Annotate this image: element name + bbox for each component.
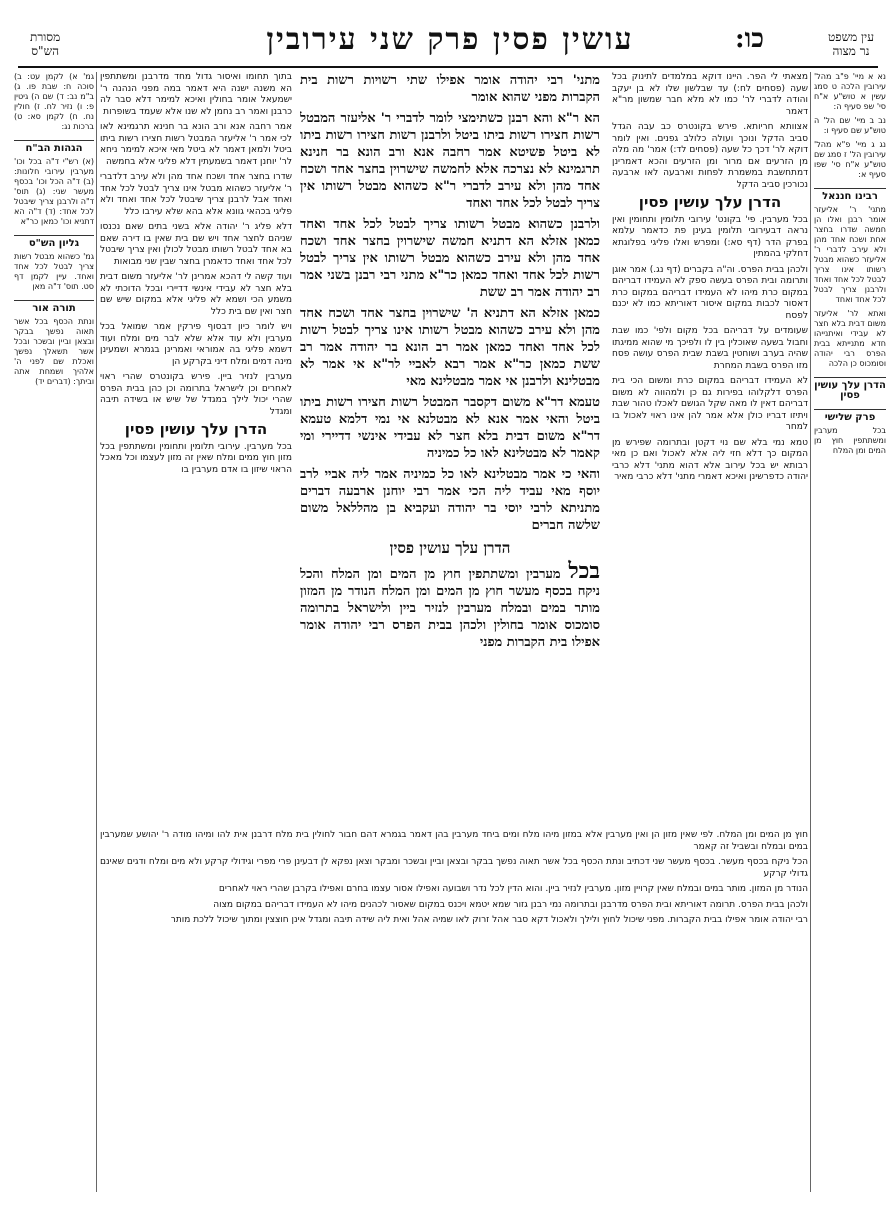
- tosafot-paragraph: אמר רחבה אנא ורב הונא בר חנינא תרגמינא לאו לכי אמר ר' אליעזר המבטל רשות חצירו רשות ביתו ביטל ולמאן דאמר לא ביטל מאי איכא למימר ניחא לר' יוחנן דאמר בשמעתין דלא פליגי אלא בחמשה: [100, 122, 292, 167]
- ein-mishpat-column: [814, 72, 886, 1192]
- header-rule: [18, 66, 878, 68]
- hagahot-habach-text: (א) רש"י ד"ה בכל וכו' מערבין עירובי חלונות: (ב) ד"ה הכל וכו' בכסף מעשר שני: (ג) תוס' ד"ה ולרבנן צריך שיבטל לכל אחד: (ד) ד"ה הא דתניא וכו' כמאן כר"א: [14, 157, 94, 226]
- rashi-paragraph: אצוותא חריותא. פירש בקונטרס כב עבה הגדל סביב הדקל ונוכך ועולה כלולב גפנים. ואין לומר דוקא לר' דכך כל שעה (פסחים לד:) אמר' מה מלה מן הזרעים אם מרור ומן הזרעים והכא דאמרינן דמתחשבת במשמרת לפחות וארבעה לאו ארבעה נכורכין סביב הדקל: [612, 122, 808, 190]
- ein-mishpat-entry: נב ב מיי' שם הל' ה טוש"ע שם סעיף ו:: [814, 116, 886, 135]
- mishna-paragraph: [300, 558, 600, 651]
- gemara-paragraph: והאי כי אמר מבטלינא לאו כל כמיניה אמר ליה אביי לרב יוסף מאי עביד ליה הכי אמר רבי יוחנן ארבעה דברים מתניתא לרבי יוסי בר יהודה ועקביא בן מהללאל משום שלשה חברים: [300, 467, 600, 533]
- tosafot-paragraph: שדרו בחצר אחד ושכח אחד מהן ולא עירב דלדברי ר' אליעזר כשהוא מבטל אינו צריך לבטל לכל אחד ואחד אבל לרבנן צריך שיבטל לכל אחד ואחד ולא פליגי בכהאי גוונא אלא בהא שלא עירבו כלל: [100, 172, 292, 217]
- tosafot-hadran: הדרן עלך עושין פסין: [124, 420, 268, 438]
- tosafot-paragraph: ועוד קשה לי דהכא אמרינן לר' אליעזר משום דבית בלא חצר לא עבידי אינשי דדיירי ובכל הדוכתי לא משמע הכי ושמא לא פליגי אלא במקום שיש שם חצר ואין שם בית כלל: [100, 272, 292, 317]
- rashi-paragraph: טמא נמי בלא שם נוי דקטן ובתרומה שפירש מן המקום כך דלא חזי ליה אלא לאכול ואם כן מאי רבותא יש בכל עירוב אלא דהוא מתני' דלא כרבי יהודה כדפרשינן ואיכא דאמרי מתני' דלא כרבי מאיר: [612, 437, 808, 482]
- divider-right-margin: [810, 72, 811, 1192]
- torah-or-title: תורה אור: [14, 300, 94, 314]
- lower-paragraph: ולכהן בבית הפרס. תרומה דאוריתא ובית הפרס מדרבנן ובתרומה נמי רבנן גזור שמא יטמא ויכנס במקום שאסור לכהנים מיהו לא העמידו דבריהם במקום מצוה: [213, 899, 808, 910]
- ein-mishpat-label: [828, 30, 874, 58]
- rashi-paragraph: ולכהן בבית הפרס. וה"ה בקברים (דף נג.) אמר אוגן ותרומה ובית הפרס בעשה ספק לא העמידו דבריהם במקום כרת מיהו לא העמידו דבריהם במקום כרת דאסור לכבות במקום איסור דאוריתא כמו לא יכנם לפסח: [612, 264, 808, 321]
- next-chapter-title: פרק שלישי: [814, 409, 886, 423]
- lower-paragraph: רבי יהודה אומר אפילו בבית הקברות. מפני שיכול לחוץ ולילך ולאכול דקא סבר אהל זרוק לאו שמיה אהל ואית ליה שידה תיבה ומגדל אינן חוצצין ומתוך שיכול ללכת מותר: [170, 915, 808, 925]
- masoret-label-line2: הש"ס: [31, 44, 59, 58]
- rabbeinu-chananel-title: רבינו חננאל: [814, 188, 886, 202]
- gilyon-hashas-title: גליון הש"ס: [14, 235, 94, 249]
- masoret-entries: גמ' א) לקמן עט: ב) סוכה ח: שבת פו. ג) ב"מ נב: ד) שם ה) גיטין פ: ו) נזיר לח. ז) חולין נח. ח) לקמן סא: ט) ברכות נג:: [14, 72, 94, 131]
- lower-paragraph: הנודר מן המזון. מותר במים ובמלח שאין קרויין מזון. מערבין לנזיר ביין. והוא הדין לכל נדר ושבועה ואפילו אסור עצמו בחרם ואפילו בקרבן שהרי ראוי לאחרים: [218, 884, 808, 894]
- rashi-paragraph: שעומדים על דבריהם בכל מקום ולפי' כמו שבת וחבול בשעה שאוכלין בין לו ולפיכך מי שהוא ממיגתו שהיה בערב ושוחטין בשבת שבית הפרס עושה פסח מזו הפרס בשבת המחרת: [612, 326, 808, 371]
- gemara-hadran: הדרן עלך עושין פסין: [389, 539, 511, 557]
- gemara-intro: מתני' רבי יהודה אומר אפילו שתי רשויות רשות בית הקברות מפני שהוא אומר: [300, 73, 600, 105]
- mishna-opening-word: בכל: [568, 558, 600, 584]
- page-title: עושין פסין פרק שני עירובין: [266, 22, 634, 57]
- ein-mishpat-entry: נא א מיי' פ"ב מהל' עירובין הלכה ט סמג עשין א טוש"ע א"ח סי' שפ סעיף ה:: [814, 72, 886, 111]
- gemara-paragraph: טעמא דר"א משום דקסבר המבטל רשות חצירו רשות ביתו ביטל והאי אמר אנא לא מבטלנא אי נמי דלמא טעמא דר"א משום דבית בלא חצר לא עבידי אינשי דדיירי ומי קאמר לא מבטלינא לאו כל כמיניה: [300, 395, 600, 461]
- rashi-hadran: הדרן עלך עושין פסין: [638, 193, 782, 211]
- lower-paragraph: הכל ניקח בכסף מעשר. בכסף מעשר שני דכתיב ונתת הכסף בכל אשר תאוה נפשך בבקר ובצאן וביין ובשכר ומבקר וצאן נפקא לן דבעינן פרי מפרי וגידולי קרקע ולא מים ומלח ודגים שאינם גדולי קרקע: [100, 857, 808, 879]
- rashi-paragraph: מצאתי לי הפר. היינו דוקא במלמדים לתינוק בכל שעה (פסחים לח:) עד שבלשון שלו לא בן יעקב והודה לדברי לר' כמו לא מלא חבר שמשון מר"א דאמר: [612, 72, 808, 117]
- rashi-paragraph: לא העמידו דבריהם במקום כרת ומשום הכי בית הפרס דלקלוהו בפירות גם כן ולמהווה לא משום דבריהם דאין לו מאה שקל הגושם לאכלו טהור שבת ויתיזו דבריו כולן אלא אמר להן אינו ראוי לאכול בו למחר: [612, 376, 808, 432]
- mishna-text: מערבין ומשתתפין חוץ מן המים ומן המלח והכל ניקח בכסף מעשר חוץ מן המים ומן המלח הנודר מן המזון מותר במים ובמלח מערבין לנזיר ביין ולישראל בתרומה סומכוס אומר בחולין ולכהן בבית הפרס רבי יהודה אומר אפילו בית הקברות מפני: [300, 567, 600, 650]
- ein-mishpat-line1: עין משפט: [828, 30, 874, 44]
- rashi-paragraph: בכל מערבין. פי' בקונט' עירובי תלומין ותחומין ואין נראה דבעירובי תלומין בעינן פת כדאמר עלמא בפרק הדר (דף סא:) ומפרש ואלו פליגי בפלוגתא דחלקי בהמתין: [612, 214, 808, 259]
- hagahot-habach-title: הגהות הב"ח: [14, 140, 94, 154]
- tosafot-paragraph: מערבין לנזיר ביין. פירש בקונטרס שהרי ראוי לאחרים וכן לישראל בתרומה וכן כהן בבית הפרס שהרי יכול לילך במגדל של שיש או בשידה תיבה ומגדל: [100, 372, 292, 417]
- lower-commentary: [100, 830, 808, 1190]
- gemara-column: [300, 72, 600, 822]
- tosafot-paragraph: בכל מערבין. עירובי תלומין ותחומין ומשתתפין בכל מזון חוץ ממים ומלח שאין זה מזון לעצמו וכל מאכל הראוי שיזון בו אדם מערבין בו: [100, 441, 292, 475]
- ein-mishpat-line2: נר מצוה: [832, 44, 870, 58]
- tosafot-paragraph: ויש לומר כיון דבסוף פירקין אמר שמואל בכל מערבין ולא עוד אלא שלא לבר מים ומלח ועוד דשמא פליגי בה אמוראי ואמרינן בגמרא ושמעינן מינה דמים ומלח דיני בקרקע הן: [100, 322, 292, 367]
- gilyon-hashas-text: גמ' כשהוא מבטל רשות צריך לבטל לכל אחד ואחד. עיין לקמן דף סט. תוס' ד"ה מאן: [14, 252, 94, 291]
- gemara-paragraph: ולרבנן כשהוא מבטל רשותו צריך לבטל לכל אחד ואחד כמאן אזלא הא דתניא חמשה שישרוין בחצר אחד ושכח אחד מהן ולא עירב כשהוא מבטל רשותו אין צריך לבטל רשות לכל אחד ואחד כמאן כר"א מתני רבי רבנן בשני אמר רב יהודה אמר רב ששת: [300, 217, 600, 300]
- gemara-paragraph: כמאן אזלא הא דתניא ה' שישרוין בחצר אחד ושכח אחד מהן ולא עירב כשהוא מבטל רשותו אינו צריך לבטל רשות לכל אחד ואחד כמאן אמר רב הונא בר יהודה אמר רב ששת כמאן כר"א אמר רבא לאביי לר"א אי אמר לא מבטלינא ולרבנן אי אמר מבטלינא מאי: [300, 306, 600, 389]
- torah-or-text: ונתת הכסף בכל אשר תאוה נפשך בבקר ובצאן וביין ובשכר ובכל אשר תשאלך נפשך ואכלת שם לפני ה' אלהיך ושמחת אתה וביתך: (דברים יד): [14, 317, 94, 386]
- rabbeinu-chananel-text: מתני' ר' אליעזר אומר רבנן ואלו הן חמשה שדרו בחצר אחת ושכח אחד מהן ולא עירב לדברי ר' אליעזר כשהוא מבטל רשותו אינו צריך לבטל לכל אחד ואחד ולרבנן צריך לבטל לכל אחד ואחד: [814, 205, 886, 304]
- masoret-hashas-label: [30, 30, 60, 58]
- rabbeinu-chananel-text: ואתא לר' אליעזר משום דבית בלא חצר לא עבידי ואיתנייהו חדא מתנייתא בבית הפרס רבי יהודה וסומכוס כן הלכה: [814, 309, 886, 368]
- tosafot-paragraph: בתוך תחומו ואיסור גדול מחד מדרבנן ומשתתפין הא משנה ישנה היא דאמר במה מפני הנהנה ר' ישמעאל אומר בחולין ואיכא למימר דלא סבר לה כרבנן ואמר רב נחמן לא שנו אלא שעמד בשופרות: [100, 72, 292, 117]
- gemara-paragraph: הא ר"א והא רבנן כשתימצי לומר לדברי ר' אליעזר המבטל רשות חצירו רשות ביתו ביטל ולרבנן רשות חצירו רשות ביתו לא ביטל פשיטא אמר רחבה אנא ורב הונא בר חנינא תרגמינא לא נצרכה אלא לחמשה שישרוין בחצר אחד ושכח אחד מהן ולא עירב לדברי ר"א כשהוא מבטל רשותו אין צריך לבטל לכל אחד ואחד: [300, 111, 600, 211]
- divider-left-margin: [96, 72, 97, 1192]
- tosafot-paragraph: דלא פליג ר' יהודה אלא בשני בתים שאם נכנסו שניהם לחצר אחד ויש שם בית שאין בו דירה שאם בא אחד לבטל רשותו מבטל לכולן ואין צריך שיבטל לכל אחד ואחד כדאמרן בחצר שבין שני מבואות: [100, 222, 292, 267]
- hadran-margin-title: הדרן עלך עושין פסין: [814, 377, 886, 401]
- folio-number: כו:: [735, 24, 764, 54]
- rashi-column: [612, 72, 808, 822]
- next-chapter-text: בכל מערבין ומשתתפין חוץ מן המים ומן המלח: [814, 426, 886, 455]
- tosafot-column: [100, 72, 292, 822]
- masoret-label-line1: מסורת: [30, 30, 61, 44]
- ein-mishpat-entry: נג ג מיי' פ"א מהל' עירובין הל' ז סמג שם טוש"ע א"ח סי' שפו סעיף א:: [814, 140, 886, 179]
- masoret-hashas-column: [14, 72, 94, 1192]
- lower-paragraph: חוץ מן המים ומן המלח. לפי שאין מזון הן ואין מערבין אלא במזון מיהו מלח ומים ביחד מערבין בהן דאמר בגמרא דהם חבור לחולין בית מלח דרבנן אית להו ומיהו מודה ר' יהושע שמערבין במים ובמלח ובשביל זה קאמר: [100, 830, 808, 852]
